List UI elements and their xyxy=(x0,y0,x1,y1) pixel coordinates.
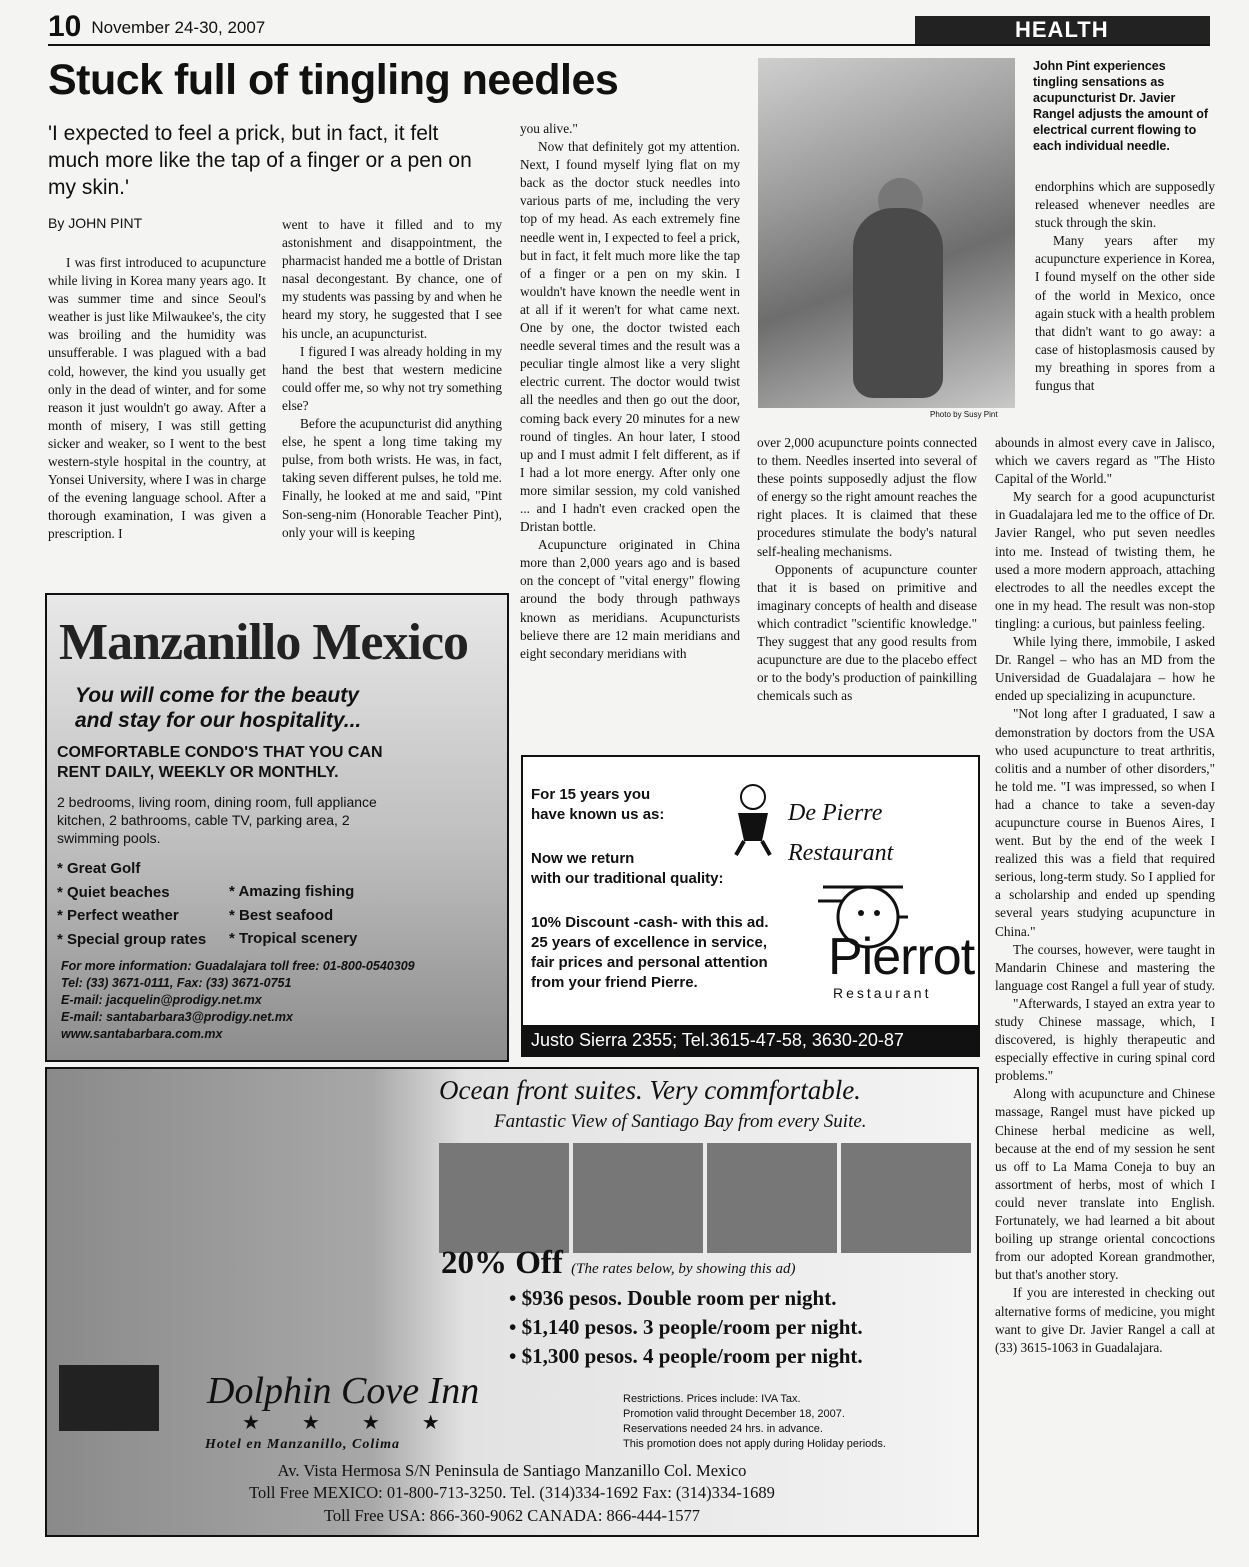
discount-note: (The rates below, by showing this ad) xyxy=(571,1261,796,1277)
restriction-line: Restrictions. Prices include: IVA Tax. xyxy=(623,1393,801,1405)
offer-line: 25 years of excellence in service, xyxy=(531,934,767,951)
paragraph: I was first introduced to acupuncture while living in Korea many years ago. It was summer time and since Seoul's weather is just like Milwaukee's, the city was broiling and the humidity was unsufferable. I was plagued with a bad cold, however, the kind you usually get only in the dead of winter, and for some reason it just wouldn't go away. After a month of misery, I was still getting sicker and weaker, so I went to the best western-style hospital in the country, at Yonsei University, where I was in charge of the evening language school. After a thorough examination, I was given a prescription. I xyxy=(48,255,267,542)
offer-line: fair prices and personal attention xyxy=(531,954,768,971)
contact-info xyxy=(61,958,415,1043)
intro-text xyxy=(531,785,664,825)
byline: By JOHN PINT xyxy=(48,215,143,231)
page-folio xyxy=(48,10,265,44)
paragraph: endorphins which are supposedly released whenever needles are stuck through the skin. xyxy=(1035,179,1215,231)
issue-date: November 24-30, 2007 xyxy=(91,18,266,37)
suite-photo xyxy=(841,1143,971,1253)
amenity: * Great Golf xyxy=(57,860,141,877)
intro-line: For 15 years you xyxy=(531,786,651,803)
paragraph: My search for a good acupuncturist in Guadalajara led me to the office of Dr. Javier Rangel, who put seven needles into me. Instead of twisting them, he used a more modern approach, attaching electrodes to all the needles except the one in my head. The result was non-stop tingling: a curious, but painless feeling. xyxy=(995,489,1215,631)
acupuncture-photo xyxy=(758,58,1015,408)
condo-line: COMFORTABLE CONDO'S THAT YOU CAN xyxy=(57,744,383,761)
hotel-address: Av. Vista Hermosa S/N Peninsula de Santiago Manzanillo Col. Mexico xyxy=(277,1461,747,1480)
paragraph: Acupuncture originated in China more than 2,000 years ago and is based on the concept of "vital energy" flowing around the body through pathways known as meridians. Acupuncturists believe there are 12 main meridians and eight secondary meridians with xyxy=(520,537,740,661)
amenity: * Special group rates xyxy=(57,930,207,948)
amenity: * Tropical scenery xyxy=(229,930,358,947)
paragraph: went to have it filled and to my astonishment and disappointment, the pharmacist handed me a bottle of Dristan nasal decongestant. By chance, one of my students was passing by and when he heard my story, he suggested that I see his uncle, an acupuncturist. xyxy=(282,217,502,341)
amenities-right xyxy=(229,880,357,951)
price-line: • $936 pesos. Double room per night. xyxy=(509,1286,837,1310)
offer-line: 10% Discount -cash- with this ad. xyxy=(531,914,769,931)
amenity: * Best seafood xyxy=(229,906,334,924)
name-line: De Pierre xyxy=(788,800,883,826)
column-2 xyxy=(282,216,502,542)
column-4 xyxy=(757,434,977,705)
email-link[interactable]: E-mail: jacquelin@prodigy.net.mx xyxy=(61,993,262,1007)
toll-free-mexico: Toll Free MEXICO: 01-800-713-3250. Tel. (314)334-1692 Fax: (314)334-1689 xyxy=(249,1483,775,1502)
paragraph: Before the acupuncturist did anything else, he spent a long time taking my pulse, from both wrists. He was, in fact, taking seven different pulses, he told me. Finally, he looked at me and said, "Pint Son-seng-nim (Honorable Teacher Pint), only your will is keeping xyxy=(282,416,502,540)
column-5 xyxy=(1035,178,1215,395)
column-6 xyxy=(995,434,1215,1357)
paragraph: Many years after my acupuncture experience in Korea, I found myself on the other side of the world in Mexico, once again stuck with a health problem that didn't want to go away: a case of histoplasmosis caused by my breathing in spores from a fungus that xyxy=(1035,233,1215,394)
article-headline: Stuck full of tingling needles xyxy=(48,56,619,104)
hotel-stars: ★★★★ xyxy=(242,1412,482,1434)
condo-features: 2 bedrooms, living room, dining room, full appliance kitchen, 2 bathrooms, cable TV, parking area, 2 swimming pools. xyxy=(57,794,377,846)
pierrot-logo: Pierrot xyxy=(828,928,975,986)
paragraph: If you are interested in checking out alternative forms of medicine, you might want to give Dr. Javier Rangel a call at (33) 3615-1063 in Guadalajara. xyxy=(995,1285,1215,1355)
photo-caption: John Pint experiences tingling sensations as acupuncturist Dr. Javier Rangel adjusts the amount of electrical current flowing to each individual needle. xyxy=(1033,59,1209,153)
paragraph: Now that definitely got my attention. Next, I found myself lying flat on my back as the doctor stuck needles into various parts of me, including the very top of my head. As each extremely fine needle went in, I expected to feel a prick, but in fact, it felt much more like the tap of a finger or a pen on my skin. I wouldn't have known the needle went in at all if it weren't for what came next. One by one, the doctor twisted each needle several times and the result was a peculiar tingle almost like a very slight electric current. The doctor would twist all the needles and then go out the door, coming back every 20 minutes for a new round of tingles. An hour later, I stood up and I must admit I felt different, as if I had a lot more energy. After only one more similar session, my cold vanished ... and I hadn't even cracked open the Dristan bottle. xyxy=(520,139,740,535)
condo-line: RENT DAILY, WEEKLY OR MONTHLY. xyxy=(57,764,339,781)
discount-value: 20% Off xyxy=(441,1245,563,1281)
ad-title: Manzanillo Mexico xyxy=(59,614,469,671)
article-deck: 'I expected to feel a prick, but in fact, it felt much more like the tap of a finger or a pen on my skin.' xyxy=(48,122,472,199)
column-1 xyxy=(48,254,266,544)
suite-photo xyxy=(439,1143,569,1253)
offer-line: from your friend Pierre. xyxy=(531,974,698,991)
page-number: 10 xyxy=(48,10,82,43)
restaurant-name xyxy=(788,793,893,873)
suite-photo xyxy=(707,1143,837,1253)
slogan-line: and stay for our hospitality... xyxy=(75,709,362,732)
amenity: * Amazing fishing xyxy=(229,883,355,900)
email-link[interactable]: E-mail: santabarbara3@prodigy.net.mx xyxy=(61,1010,293,1024)
price-line: • $1,300 pesos. 4 people/room per night. xyxy=(509,1344,863,1368)
slogan-line: You will come for the beauty xyxy=(75,684,359,707)
price-line: • $1,140 pesos. 3 people/room per night. xyxy=(509,1315,863,1339)
contact-line: For more information: Guadalajara toll free: 01-800-0540309 xyxy=(61,959,415,973)
condo-headline xyxy=(57,743,383,783)
restrictions xyxy=(623,1392,886,1452)
paragraph: you alive." xyxy=(520,121,578,136)
offer-text xyxy=(531,913,769,993)
return-line: with our traditional quality: xyxy=(531,870,724,887)
contact-line: Tel: (33) 3671-0111, Fax: (33) 3671-0751 xyxy=(61,976,292,990)
discount-headline xyxy=(441,1245,795,1282)
waiter-icon xyxy=(718,779,788,859)
amenity: * Quiet beaches xyxy=(57,883,170,901)
intro-line: have known us as: xyxy=(531,806,665,823)
amenities-left xyxy=(57,857,206,951)
restriction-line: Promotion valid throught December 18, 2007. xyxy=(623,1408,845,1420)
manzanillo-ad xyxy=(45,593,509,1062)
photo-subject-body xyxy=(853,208,943,398)
paragraph: "Not long after I graduated, I saw a demonstration by doctors from the USA who used acupuncture to treat arthritis, colitis and a number of other disorders," he told me. "I was impressed, so when I had a chance to take a seven-day acupuncture course in Buenos Aires, I went. But by the end of the week I realized this was a field that required serious, long-term study. So I applied for a scholarship and ended up spending several years studying acupuncture in China." xyxy=(995,706,1215,939)
return-line: Now we return xyxy=(531,850,635,867)
restriction-line: Reservations needed 24 hrs. in advance. xyxy=(623,1423,823,1435)
return-text xyxy=(531,849,724,889)
column-3 xyxy=(520,120,740,663)
paragraph: The courses, however, were taught in Mandarin Chinese and mastering the language cost Rangel a full year of study. xyxy=(995,941,1215,993)
pierre-restaurant-ad xyxy=(521,755,980,1057)
amenity: * Perfect weather xyxy=(57,907,179,924)
restaurant-address: Justo Sierra 2355; Tel.3615-47-58, 3630-20-87 xyxy=(523,1025,978,1055)
dolphin-cove-ad xyxy=(45,1067,979,1537)
paragraph: While lying there, immobile, I asked Dr. Rangel – who has an MD from the Universidad de Guadalajara – how he ended up specializing in acupuncture. xyxy=(995,634,1215,704)
hotel-location: Hotel en Manzanillo, Colima xyxy=(205,1437,401,1452)
toll-free-usa: Toll Free USA: 866-360-9062 CANADA: 866-444-1577 xyxy=(323,1506,701,1525)
paragraph: Opponents of acupuncture counter that it is based on primitive and imaginary concepts of health and disease which contradict "scientific knowledge." They suggest that any good results from acupuncture are due to the placebo effect or to the body's production of painkilling chemicals such as xyxy=(757,561,977,704)
paragraph: over 2,000 acupuncture points connected to them. Needles inserted into several of these points supposedly adjust the flow of energy so the right amount reaches the right places. It is claimed that these procedures stimulate the body's natural self-healing mechanisms. xyxy=(757,435,977,559)
dolphin-logo-icon xyxy=(59,1365,159,1431)
paragraph: Along with acupuncture and Chinese massage, Rangel must have picked up Chinese herbal medicine as well, because at the end of my session he sent us off to La Mama Coneja to buy an assortment of herbs, most of which I could never translate into English. Fortunately, we had learned a bit about boiling up strange oriental concoctions from our adopted Korean grandmother, but that's another story. xyxy=(995,1086,1215,1283)
top-rule xyxy=(48,44,1210,46)
section-label: HEALTH xyxy=(915,16,1210,44)
website-link[interactable]: www.santabarbara.com.mx xyxy=(61,1027,223,1041)
paragraph: I figured I was already holding in my hand the best that western medicine could offer me, so why not try something else? xyxy=(282,343,502,413)
paragraph: abounds in almost every cave in Jalisco, which we cavers regard as "The Histo Capital of the World." xyxy=(995,435,1215,487)
suite-photo xyxy=(573,1143,703,1253)
ad-headline: Ocean front suites. Very commfortable. xyxy=(439,1075,861,1105)
paragraph: "Afterwards, I stayed an extra year to study Chinese massage, which, I discovered, is highly therapeutic and especially effective in curing spinal cord problems." xyxy=(995,995,1215,1084)
ad-subhead: Fantastic View of Santiago Bay from every Suite. xyxy=(494,1111,867,1132)
restriction-line: This promotion does not apply during Holiday periods. xyxy=(623,1438,886,1450)
name-line: Restaurant xyxy=(788,840,894,866)
photo-credit: Photo by Susy Pint xyxy=(930,410,998,419)
ad-slogan xyxy=(75,683,361,733)
hotel-name: Dolphin Cove Inn xyxy=(207,1370,480,1412)
pierrot-subtitle: Restaurant xyxy=(833,985,932,1001)
